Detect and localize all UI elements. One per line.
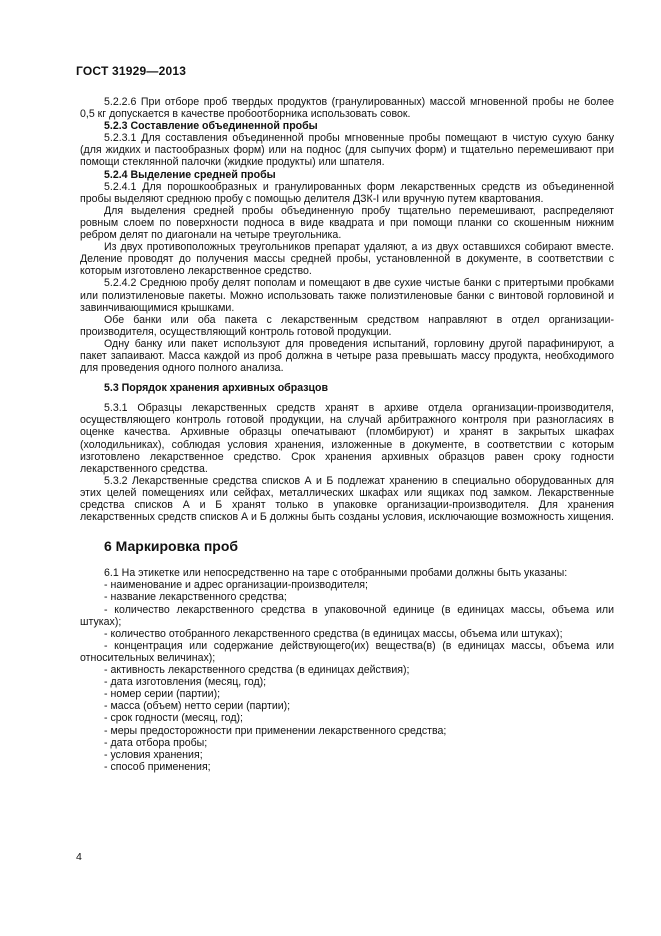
paragraph-5-2-2-6: 5.2.2.6 При отборе проб твердых продуктов (гранулированных) массой мгновенной пробы не более 0,5 кг допускается в качестве пробоотборника использовать совок. xyxy=(80,96,614,121)
list-item: - количество отобранного лекарственного средства (в единицах массы, объема или штуках); xyxy=(104,627,563,640)
paragraph-5-2-4-2: 5.2.4.2 Среднюю пробу делят пополам и помещают в две сухие чистые банки с притертыми пробками или полиэтиленовые пакеты. Можно использовать также полиэтиленовые банки с винтовой горловиной и завинчивающимися крышками. xyxy=(80,277,614,314)
list-item: - срок годности (месяц, год); xyxy=(104,712,243,725)
paragraph-6-1: 6.1 На этикетке или непосредственно на таре с отобранными пробами должны быть указаны: xyxy=(104,567,568,580)
paragraph-5-3-2: 5.3.2 Лекарственные средства списков А и Б подлежат хранению в специально оборудованных для этих целей помещениях или сейфах, металлических шкафах или ящиках под замком. Лекарственные средства списков А и Б хранят только в упаковке организации-производителя. Для хранения лекарственных средств списков А и Б должны быть созданы условия, исключающие возможность хищения. xyxy=(80,474,614,524)
list-item: - условия хранения; xyxy=(104,748,203,761)
page-number: 4 xyxy=(76,851,82,863)
list-item: - меры предосторожности при применении лекарственного средства; xyxy=(104,724,447,737)
list-item: - масса (объем) нетто серии (партии); xyxy=(104,700,291,713)
list-item: - активность лекарственного средства (в единицах действия); xyxy=(104,664,410,677)
section-6-title: 6 Маркировка проб xyxy=(104,538,239,555)
paragraph-5-2-4-2-c: Одну банку или пакет используют для проведения испытаний, горловину другой парафинируют, а пакет запаивают. Масса каждой из проб должна в четыре раза превышать массу продукта, необходимого для проведения одного полного анализа. xyxy=(80,337,614,375)
list-item: - концентрация или содержание действующего(их) вещества(в) (в единицах массы, объема или относительных величинах); xyxy=(80,639,614,664)
paragraph-5-2-4-2-b: Обе банки или оба пакета с лекарственным средством направляют в отдел организации-производителя, осуществляющий контроль готовой продукции. xyxy=(80,313,614,338)
document-body xyxy=(80,96,614,773)
paragraph-5-2-4-1-b: Для выделения средней пробы объединенную пробу тщательно перемешивают, распределяют ровным слоем по поверхности подноса в виде квадрата и при помощи планки со скошенным нижним ребром делят по диагонали на четыре треугольника. xyxy=(80,204,614,242)
list-item: - количество лекарственного средства в упаковочной единице (в единицах массы, объема или штуках); xyxy=(80,603,614,628)
list-item: - дата отбора пробы; xyxy=(104,736,208,749)
heading-5-3: 5.3 Порядок хранения архивных образцов xyxy=(104,382,328,395)
paragraph-5-3-1: 5.3.1 Образцы лекарственных средств хранят в архиве отдела организации-производителя, осуществляющего контроль готовой продукции, на случай арбитражного контроля при разногласиях в оценке качества. Архивные образцы опечатывают (пломбируют) и хранят в закрытых шкафах (холодильниках), соблюдая условия хранения, изложенные в документе, в соответствии с которым изготовлено лекарственное средство. Срок хранения архивных образцов равен сроку годности лекарственного средства. xyxy=(80,402,614,475)
paragraph-5-2-3-1: 5.2.3.1 Для составления объединенной пробы мгновенные пробы помещают в чистую сухую банку (для жидких и пастообразных форм) или на поднос (для сыпучих форм) и тщательно перемешивают при помощи стеклянной палочки (жидкие продукты) или шпателя. xyxy=(80,132,614,169)
list-item: - способ применения; xyxy=(104,760,211,773)
list-item: - название лекарственного средства; xyxy=(104,591,287,604)
heading-5-2-4: 5.2.4 Выделение средней пробы xyxy=(104,168,276,181)
heading-5-2-3: 5.2.3 Составление объединенной пробы xyxy=(104,120,318,133)
paragraph-5-2-4-1: 5.2.4.1 Для порошкообразных и гранулированных форм лекарственных средств из объединенной пробы выделяют среднюю пробу с помощью делителя ДЗК-I или вручную путем квартования. xyxy=(80,180,614,205)
document-header: ГОСТ 31929—2013 xyxy=(76,64,187,78)
list-item: - номер серии (партии); xyxy=(104,688,221,701)
list-item: - наименование и адрес организации-производителя; xyxy=(104,579,368,592)
paragraph-5-2-4-1-c: Из двух противоположных треугольников препарат удаляют, а из двух оставшихся собирают вместе. Деление проводят до получения массы средней пробы, установленной в документе, в соответствии с которым изготовлено лекарственное средство. xyxy=(80,241,614,278)
list-item: - дата изготовления (месяц, год); xyxy=(104,676,267,689)
